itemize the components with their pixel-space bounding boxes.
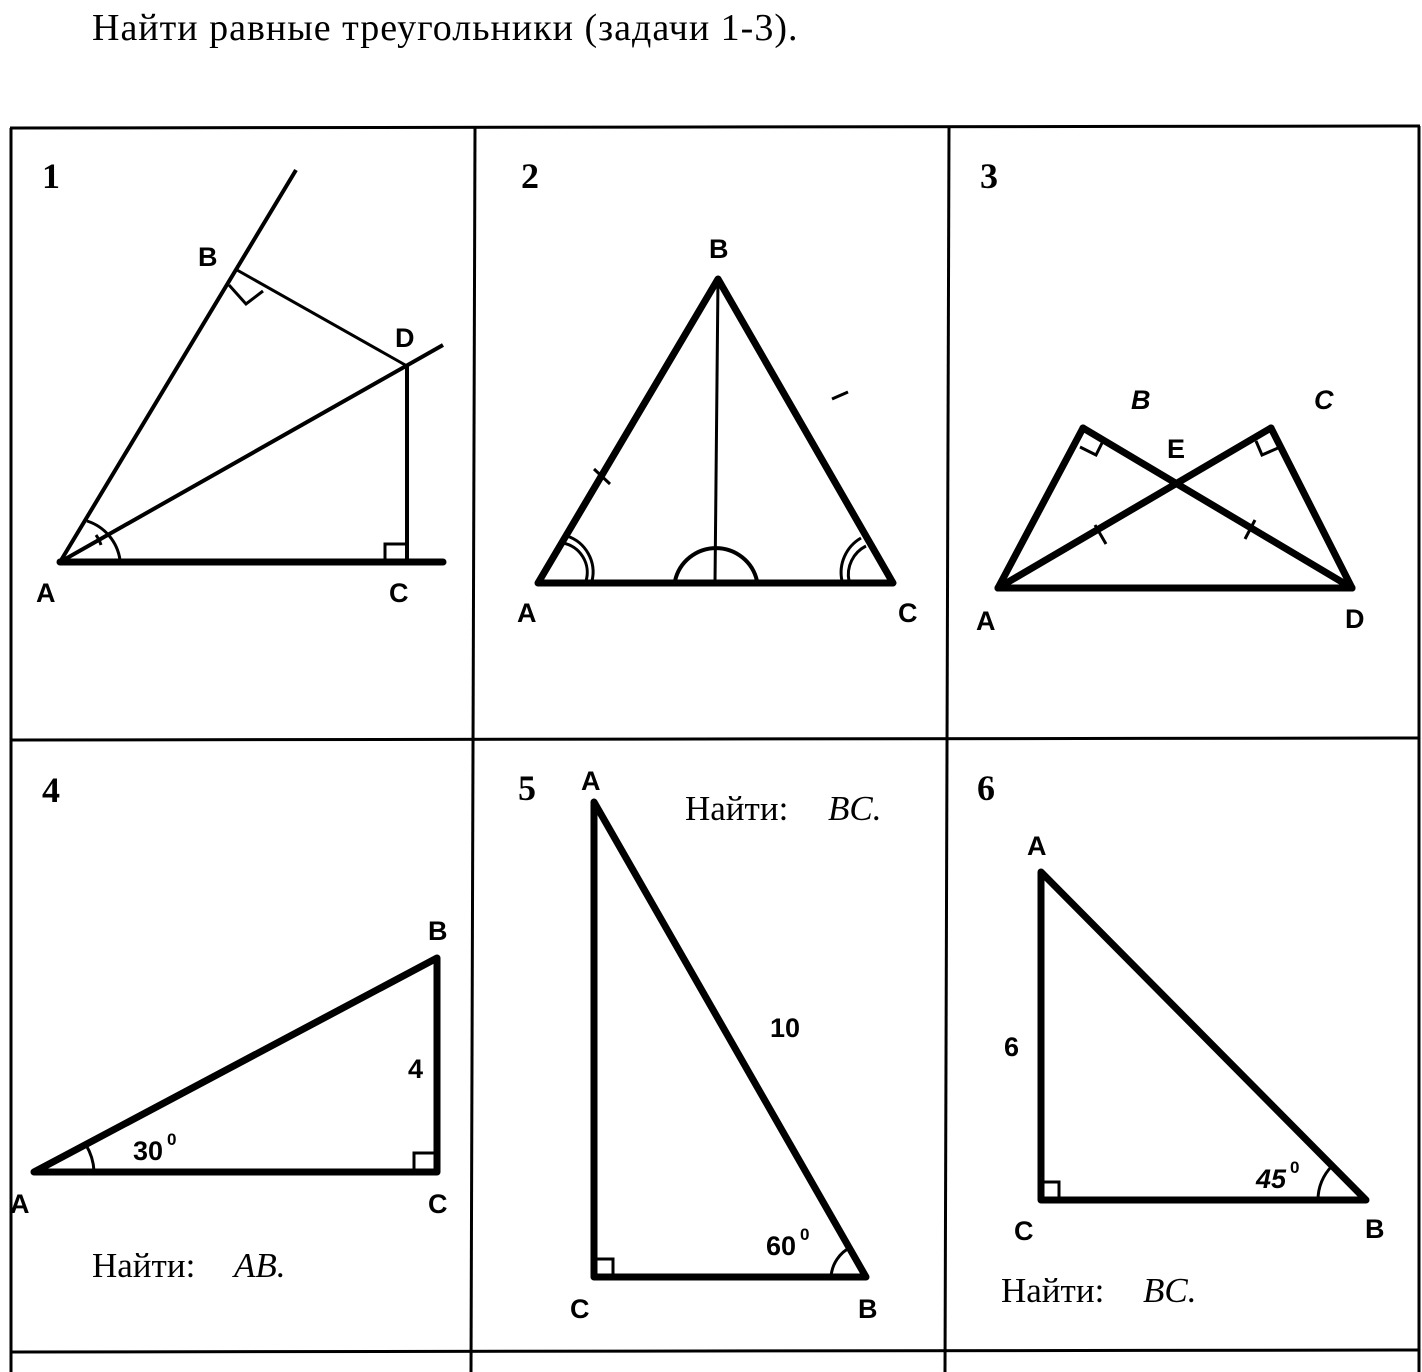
vertex-label-b: B bbox=[198, 242, 218, 272]
angle-label: 60 bbox=[766, 1231, 797, 1261]
task-prefix: Найти: bbox=[1001, 1271, 1105, 1310]
vertex-label-a: A bbox=[36, 578, 56, 608]
cell-number-5: 5 bbox=[518, 768, 536, 808]
vertex-label-e: E bbox=[1167, 434, 1186, 464]
figure-4 bbox=[10, 770, 448, 1285]
degree-sign: 0 bbox=[167, 1130, 177, 1149]
figure-5 bbox=[518, 766, 881, 1324]
side-label: 6 bbox=[1004, 1032, 1020, 1062]
task-target: BC. bbox=[1143, 1271, 1197, 1310]
vertex-label-a: A bbox=[976, 606, 996, 636]
figure-6 bbox=[977, 768, 1385, 1310]
vertex-label-c: C bbox=[389, 578, 409, 608]
vertex-label-c: C bbox=[1314, 385, 1334, 415]
cell-number-6: 6 bbox=[977, 768, 995, 808]
task-target: AB. bbox=[234, 1246, 286, 1285]
angle-label: 30 bbox=[133, 1136, 164, 1166]
vertex-label-b: B bbox=[1365, 1214, 1385, 1244]
cell-number-4: 4 bbox=[42, 770, 60, 810]
figure-1 bbox=[36, 156, 443, 608]
cell-number-3: 3 bbox=[980, 156, 998, 196]
vertex-label-b: B bbox=[709, 234, 729, 264]
vertex-label-a: A bbox=[1027, 831, 1047, 861]
page-heading: Найти равные треугольники (задачи 1-3). bbox=[92, 7, 799, 49]
angle-label: 45 bbox=[1256, 1164, 1287, 1194]
vertex-label-b: B bbox=[428, 916, 448, 946]
vertex-label-c: C bbox=[1014, 1216, 1034, 1246]
vertex-label-c: C bbox=[570, 1294, 590, 1324]
cell-number-2: 2 bbox=[521, 156, 539, 196]
vertex-label-d: D bbox=[1345, 604, 1365, 634]
cell-number-1: 1 bbox=[42, 156, 60, 196]
side-label: 4 bbox=[408, 1054, 424, 1084]
vertex-label-c: C bbox=[428, 1189, 448, 1219]
vertex-label-b: B bbox=[858, 1294, 878, 1324]
vertex-label-b: B bbox=[1131, 385, 1151, 415]
vertex-label-a: A bbox=[517, 598, 537, 628]
task-prefix: Найти: bbox=[92, 1246, 196, 1285]
side-label: 10 bbox=[770, 1013, 801, 1043]
vertex-label-c: C bbox=[898, 598, 918, 628]
vertex-label-a: A bbox=[581, 766, 601, 796]
figure-2 bbox=[517, 156, 918, 628]
table-grid bbox=[10, 126, 1420, 1372]
vertex-label-a: A bbox=[10, 1189, 30, 1219]
vertex-label-d: D bbox=[395, 323, 415, 353]
figure-3 bbox=[976, 156, 1365, 636]
task-target: BC. bbox=[828, 789, 882, 828]
degree-sign: 0 bbox=[1290, 1158, 1300, 1177]
task-prefix: Найти: bbox=[685, 789, 789, 828]
degree-sign: 0 bbox=[800, 1225, 810, 1244]
